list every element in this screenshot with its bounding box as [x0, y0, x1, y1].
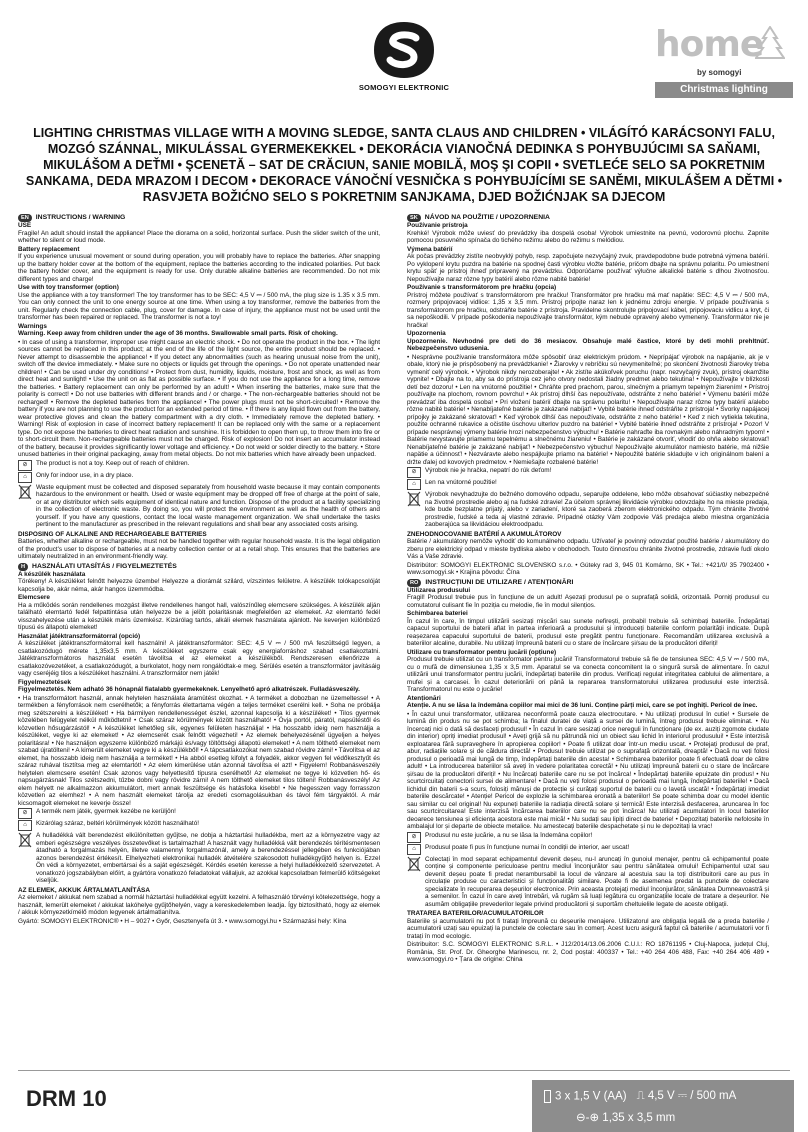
ro-p1: Fragil! Produsul trebuie pus în funcțiune de un adult! Așezați produsul pe o suprafață solidă, orizontală. Porniți produsul cu comutatorul culisant fie în poziția cu melodie, fie în modul silențios. — [407, 594, 769, 609]
ro-p2-h: Schimbarea bateriei — [407, 610, 468, 617]
not-toy-icon: ⊘ — [407, 467, 421, 478]
ro-weee: Colectați în mod separat echipamentul devenit deșeu, nu-l aruncați în gunoiul menajer, pentru că echipamentul poate conține și componente periculoase pentru mediul înconjurător sau pentru sănătatea omului! Echipamentul uzat sau devenit deșeu poate fi predat nerambursabil la locul de vânzare al acestuia sau la toți distribuitorii care au pus în circulație produse cu caracteristici și funcționalități similare. Poate fi de asemenea predat la punctele de colectare specializate în recuperarea deșeurilor electronice. Prin aceasta protejați mediul înconjurător, sănătatea Dumneavoastră și a semenilor. În cazul în care aveți întrebări, vă rugăm să luați legătura cu organizațiile locale de tratare a deșeurilor. Ne asumăm obligațiile prevederilor legale privind producătorii și suportăm cheltuielile legate de aceste obligații. — [425, 855, 769, 908]
left-column — [18, 212, 380, 926]
sk-icon1: Výrobok nie je hračka, nepatrí do rúk deťom! — [425, 467, 552, 474]
footer — [0, 1076, 808, 1132]
en-heading-text: INSTRUCTIONS / WARNING — [35, 214, 126, 222]
ro-p2: În cazul în care, în timpul utilizării sesizați mișcări sau sunete nefirești, probabil trebuie să schimbați bateriile. Îndepărtați capacul suportului de baterii aflat în partea inferioară a produsului și introduceți bateriile conform polarității indicate. După reașezarea capacului suportului de baterii, produsul este pregătit pentru funcționare. Recomandăm utilizarea exclusivă a bateriilor alcaline, durabile. Nu utilizați împreună baterii cu o stare de încărcare și/sau de la producători diferiți! — [407, 617, 769, 647]
hu-p1-h: A készülék használata — [18, 570, 86, 578]
ro-disp: Bateriile și acumulatorii nu pot fi tratați împreună cu deșeurile menajere. Utilizatorul are obligația legală de a preda bateriile / acumulatorii uzați sau epuizați la punctele de colectare sau în comerț. Acest lucru asigură faptul că bateriile / acumulatorii vor fi tratați în mod ecologic. — [407, 917, 769, 940]
ro-heading-text: INSTRUCȚIUNI DE UTILIZARE / ATENȚIONĂRI — [425, 578, 574, 586]
hu-p4-b: Figyelmeztetés. Nem adható 36 hónapnál fiatalabb gyermekeknek. Lenyelhető apró alkatrészek. Fulladásveszély. — [18, 686, 360, 693]
hu-p2-h: Elemcsere — [18, 594, 50, 601]
sk-p2-h: Výmena batérií — [407, 245, 453, 253]
sk-weee-row — [407, 491, 769, 530]
page-title: LIGHTING CHRISTMAS VILLAGE WITH A MOVING SLEDGE, SANTA CLAUS AND CHILDREN • VILÁGÍTÓ KARÁCSONYI FALU, MOZGÓ SZÁNNAL, MIKULÁSSAL GYERMEKEKKEL • DEKORÁCIA VIANOČNÁ DEDINKA S POHYBUJÚCIMI SA SAŇAMI, MIKULÁŠOM A DEŤMI • ŞCENETĂ – SAT DE CRĂCIUN, SANIE MOBILĂ, MOŞ ŞI COPII • SVETLEĆE SELO SA POKRETNIM SANKAMA, DEDA MRAZOM I DECOM • DEKORACE VÁNOČNÍ VESNIČKA S POHYBUJÍCÍMI SE SANĚMI, MIKULÁŠEM A DĚTMI • RASVJETA BOŽIĆNO SELO S POKRETNIM SANJKAMA, DJED BOŽIĆNJAK SA DJECOM — [25, 126, 783, 204]
sk-dist: Distribútor: SOMOGYI ELEKTRONIC SLOVENSKO s.r.o. • Gúteky rad 3, 945 01 Komárno, SK • Tel.: +421/0/ 35 7902400 • www.somogyi.sk • Krajina pôvodu: Čína — [407, 561, 769, 576]
crossed-bin-icon — [407, 491, 421, 507]
home-logo — [655, 24, 795, 108]
en-icon2: Only for indoor use, in a dry place. — [36, 471, 134, 479]
crossed-bin-icon — [18, 832, 32, 848]
indoor-icon: ⌂ — [18, 820, 32, 831]
en-icon-row-1 — [18, 460, 380, 471]
spec-plug: ⊖-⊕ 1,35 x 3,5 mm — [576, 1112, 676, 1124]
en-use-h: USE — [18, 222, 32, 229]
hu-disp-h: AZ ELEMEK, AKKUK ÁRTALMATLANÍTÁSA — [18, 886, 150, 894]
ro-icon2: Produsul poate fi pus în funcțiune numai în condiții de interior, aer uscat! — [425, 843, 630, 851]
hu-p1: Törékeny! A készüléket felnőtt helyezze üzembe! Helyezze a diorámát szilárd, vízszintes felületre. A készülék tolókapcsolóját kapcsolja be, akár néma, akár hangos üzemmódba. — [18, 578, 380, 593]
ro-p4-b: Atenție. A nu se lăsa la îndemâna copiilor mai mici de 36 luni. Conține părți mici, care se pot înghiți. Pericol de înec. — [407, 702, 758, 709]
en-batt-h: Battery replacement — [18, 245, 80, 253]
ro-icon-row-2 — [407, 844, 769, 855]
en-toy: Use the appliance with a toy transformer! The toy transformer has to be SEC: 4,5 V ⎓ / 500 mA, the plug size is 1.35 x 3.5 mm. You can only connect the unit to one energy source at one time. When using a toy transformer, remove the batteries from the unit. Regularly check the connection cable, plug, cover for damage. In case of injury, the appliance must not be used until the transformer has been repaired or replaced. The transformer is not a toy! — [18, 291, 380, 321]
battery-icon — [544, 1090, 551, 1103]
hu-disp: Az elemeket / akkukat nem szabad a normál háztartási hulladékkal együtt kezelni. A felhasználó törvényi kötelezettsége, hogy a használt, lemerült elemeket / akkukat lakóhelye gyűjtőhelyén, vagy a kereskedelemben leadja. Így biztosítható, hogy az elemek / akkuk környezetkímélő módon legyenek ártalmatlanítva. — [18, 894, 380, 916]
lang-badge: H — [18, 563, 28, 571]
hu-p4-h: Figyelmeztetések — [18, 678, 71, 686]
home-word: home — [655, 24, 764, 65]
ro-icon-row-1 — [407, 832, 769, 843]
ro-p3-h: Utilizare cu transformator pentru jucării (opțiune) — [407, 648, 557, 656]
sk-p1-h: Používanie prístroja — [407, 222, 468, 229]
en-heading — [18, 214, 380, 222]
crossed-bin-icon — [18, 484, 32, 500]
sk-heading — [407, 214, 769, 222]
en-weee: Waste equipment must be collected and disposed separately from household waste because it may contain components hazardous to the environment or health. Used or waste equipment may be dropped off free of charge at the point of sale, or at any distributor which sells equipment of identical nature and function. Dispose of the product at a facility specializing in the collection of electronic waste. By doing so, you will protect the environment as well as the health of others and yourself. If you have any questions, contact the local waste management organization. We shall undertake the tasks pertinent to the manufacturer as prescribed in the relevant regulations and shall bear any associated costs arising. — [36, 483, 380, 528]
hu-p3: A készüléket játéktranszformátorral kell használni! A játéktranszformátor: SEC: 4,5 V ⎓ / 500 mA feszültségű legyen, a csatlakozódugó mérete 1,35x3,5 mm. A készüléket egyszerre csak egy energiaforráshoz szabad csatlakoztatni. Játéktranszformátoros használat esetén távolítsa el az elemeket a készülékből. Rendszeresen ellenőrizze a csatlakozóvezetéket, a csatlakozódugót, a burkolatot, hogy nem rongálódtak-e meg. Sérülés esetén a transzformátor javításáig vagy cseréjéig tilos a készüléket használni. A transzformátor nem játék! — [18, 640, 380, 677]
en-weee-row — [18, 484, 380, 530]
en-icon1: The product is not a toy. Keep out of reach of children. — [36, 459, 190, 467]
en-toy-h: Use with toy transformer (option) — [18, 284, 119, 291]
ro-p4-h: Atenționări — [407, 694, 441, 702]
not-toy-icon: ⊘ — [18, 460, 32, 471]
ro-dist: Distribuitor: S.C. SOMOGYI ELEKTRONIC S.R.L. • J12/2014/13.06.2006 C.U.I.: RO 18761195 • Cluj-Napoca, județul Cluj, România, Str. Prof. Dr. Gheorghe Marinescu, nr. 2, Cod poștal: 400337 • Tel.: +40 264 406 488, Fax: +40 264 406 489 • www.somogyi.ro • Țara de origine: China — [407, 941, 769, 963]
hu-icon1: A termék nem játék, gyermek kezébe ne kerüljön! — [36, 808, 176, 815]
en-warn-h: Warnings — [18, 322, 47, 330]
transformer-icon: ⎍ — [636, 1090, 648, 1102]
spec-row-1 — [544, 1090, 736, 1103]
hu-heading — [18, 563, 380, 571]
sk-p3: Prístroj môžete používať s transformátorom pre hračku! Transformátor pre hračku má mať napätie: SEC: 4,5 V ⎓ / 500 mA, rozmery pripojovacej vidlice: 1,35 x 3,5 mm. Prístroj pripojte naraz len k jednému zdroju energie. V prípade používania s transformátorom pre hračku, odstráňte batérie z prístroja. Pravidelne skontrolujte pripojovací kábel, pripojovaciu vidlicu a kryt, či sa nepoškodili. V prípade poškodenia nepoužívajte transformátor, kým nebude opravený alebo vymenený. Transformátor nie je hračka! — [407, 291, 769, 329]
hu-icon-row-2 — [18, 820, 380, 831]
en-warn: • In case of using a transformer, improper use might cause an electric shock. • Do not operate the product in the box. • The light sources cannot be replaced in this product; at the end of the life of the light source, the entire product should be replaced. • Never attempt to disassemble the appliance! • If you detect any abnormalities (such as hearing unusual noise from the unit), switch off the device immediately. • Make sure no objects or liquids get through the openings. • Do not operate unattended near children! • Can be used under dry conditions! • Protect from dust, humidity, liquids, moisture, frost and shock, as well as from direct heat and sunlight! • Use the unit on as flat as possible surface. • If you do not use the appliance for a long time, remove the batteries. • Battery replacement can only be performed by an adult! • When inserting the batteries, make sure that the polarity is correct! • Do not use batteries with different brands and / or charge. • The non-rechargeable batteries should not be recharged! • Remove the depleted batteries from the appliance! • The power plugs must not be short-circuited! • Remove the battery if you are not planning to use the product for an extended period of time. • If there is any liquid flown out from the battery, wear protective gloves and clean the battery compartment with a dry cloth. • Immediately remove the depleted battery. • Warning! Risk of explosion in case of incorrect battery replacement! It can be replaced only with the same or a replacement type. Do not expose the batteries to direct heat radiation and sunshine. It is forbidden to open them up, to throw them into fire or to short-circuit them. Non-rechargeable batteries must not be charged. Risk of explosion! Do not insert an accumulator instead of the battery, because it provides significantly lower voltage and efficiency. • Do not weld or solder directly to the battery. • Store unused batteries in their original packaging, away from metal objects. Do not mix batteries which have already been unpacked. — [18, 338, 380, 458]
sk-disp-h: ZNEHODNOCOVANIE BATÉRIÍ A AKUMULÁTOROV — [407, 530, 562, 538]
en-disp: Batteries, whether alkaline or rechargeable, must not be handled together with regular household waste. It is the legal obligation of the product's user to dispose of batteries at a nearby collection center or at a retail shop. This ensures that the batteries are ultimately neutralized in an environment-friendly way. — [18, 538, 380, 560]
somogyi-logo-icon — [368, 20, 440, 80]
en-batt: If you experience unusual movement or sound during operation, you will probably have to replace the batteries. After snapping up the battery holder cover at the bottom of the equipment, replace the batteries according to the indicated polarities. Put back the battery holder cover, and the equipment is ready for use. Only durable alkaline batteries are recommended. Do not mix different types and charge! — [18, 253, 380, 283]
sk-icon-row-1 — [407, 467, 769, 478]
indoor-icon: ⌂ — [407, 844, 421, 855]
crossed-bin-icon — [407, 856, 421, 872]
spec-battery — [544, 1090, 627, 1103]
not-toy-icon: ⊘ — [18, 808, 32, 819]
home-bar: Christmas lighting — [655, 82, 793, 98]
header — [0, 0, 808, 112]
model-number: DRM 10 — [26, 1086, 107, 1111]
hu-p2: Ha a működés során rendellenes mozgást illetve rendellenes hangot hall, valószínűleg elemcsere szükséges. A készülék alján található elemtartó fedél felpattintása után helyezze be a jelölt polaritásnak megfelelően az elemeket. Az elemtartó fedél visszahelyezése után a készülék máris üzemkész. Kizárólag tartós, alkáli elemek használata ajánlott. Ne keverjen különböző típusú és állapotú elemeket! — [18, 601, 380, 631]
hu-weee-row — [18, 832, 380, 886]
home-by: by somogyi — [697, 68, 742, 77]
ro-p1-h: Utilizarea produsului — [407, 586, 471, 594]
hu-icon2: Kizárólag száraz, beltéri körülmények között használható! — [36, 820, 200, 827]
sk-disp: Batérie / akumulátory nemôže vyhodiť do komunálneho odpadu. Užívateľ je povinný odovzdať použité batérie / akumulátory do zberu pre elektrický odpad v mieste bydliska alebo v obchodoch. Touto činnosťou chránite životné prostredie, zdravie ľudí okolo Vás a Vaše zdravie. — [407, 538, 769, 560]
not-toy-icon: ⊘ — [407, 832, 421, 843]
sk-p1: Krehké! Výrobok môže uviesť do prevádzky iba dospelá osoba! Výrobok umiestnite na pevnú, vodorovnú plochu. Zapnite pomocou posuvného spínača do tichého režimu alebo do režimu s melódiou. — [407, 229, 769, 244]
footer-divider — [18, 1070, 790, 1071]
ro-p3: Produsul trebuie utilizat cu un transformator pentru jucării! Transformatorul trebuie să fie de tensiunea SEC: 4,5 V ⎓ / 500 mA, cu o mufă de dimensiunea 1,35 x 3,5 mm. Aparatul se va conecta concomitent la o singură sursă de alimentare. În cazul utilizării unui transformator pentru jucării, îndepărtați bateriile din produs. Verificați regulat integritatea cablului de alimentare, a mufei și a carcasei. În cazul deteriorării ori până la repararea transformatorului utilizarea produsului este interzisă. Transformatorul nu este o jucărie! — [407, 656, 769, 693]
ro-weee-row — [407, 856, 769, 910]
sk-p4: • Nesprávne používanie transformátora môže spôsobiť úraz elektrickým prúdom. • Neprípájať výrobok na napájanie, ak je v obale, ktorý nie je prispôsobený na prevádzkanie! • Žiarovky v rebríčku sú nevymeniteľné; po skončení životnosti žiarovky treba vymeniť celý výrobok. • Výrobok nikdy nerozoberajte! • Ak zistíte akúkoľvek poruchu (napr. nezvyčajný zvuk), prístroj okamžite vypnite! • Dbajte na to, aby sa do prístroja cez jeho otvory nedostali žiadny predmet alebo tekutina! • Nepoužívajte v blízkosti detí bez dozoru! • Len na vnútorné použitie! • Chráňte pred prachom, parou, slnečným a priamym tepelným žiarením! • Prístroj používajte na plochom, rovnom povrchu! • Ak prístroj dlhší čas nepoužívate, odstráňte z neho batérie! • Výmenu batérií môže prevádzať iba dospelá osoba! • Pri vložení batérií dbajte na správnu polaritu! • Nepoužívajte naraz rôzne typy batérií a/alebo rôzne nabité batérie! • Nenabíjateľné batérie je zakázané nabíjať! • Vybité batérie ihneď odstráňte z prístroja! • Svorky napájacej prípojky je zakázané skratovať! • Keď výrobok dlhší čas nepoužívate, odstráňte z neho batérie! • Keď z nich vytiekla tekutina, použite ochranné rukavice a očistite úschovu ulterlov puzdro na batérie! • Vybité batérie ihneď odstráňte z prístroja! • Pozor! V prípade nesprávnej výmeny batérie hrozí nebezpečenstvo výbuchu! • Batérie nahraďte iba rovnakým alebo náhradným typom! • Batérie nevystavujte priamemu tepelnému a slnečnému žiareniu! • Batérie je zakázané otvoriť, vhodiť do ohňa alebo skratovať! Nenabíjateľné batérie je zakázané nabíjať! • Nebezpečenstvo výbuchu! Nepoužívajte akumulátor namiesto batérie, má nižšie napätie a účinnosť! • Nezváravte alebo nespájkujte priamo na batérie! • Nepoužité batérie skladujte v ich originálnom balení a držte ďalej od kovových predmetov. • Nemiešajte rozbalené batérie! — [407, 353, 769, 466]
spec-batt-text: 3 x 1,5 V (AA) — [555, 1090, 627, 1103]
ro-heading — [407, 579, 769, 587]
indoor-icon: ⌂ — [407, 479, 421, 490]
hu-heading-text: HASZNÁLATI UTASÍTÁS / FIGYELMEZTETÉS — [32, 562, 177, 570]
lang-badge: EN — [18, 214, 32, 222]
spec-power-text: 4,5 V ⎓ / 500 mA — [647, 1090, 737, 1102]
brand-name: SOMOGYI ELEKTRONIC — [358, 83, 450, 92]
ro-icon1: Produsul nu este jucărie, a nu se lăsa la îndemâna copiilor! — [425, 831, 593, 839]
ro-p4: • În cazul unui transformator, utilizarea neconformă poate cauza electrocutare. • Nu utilizați produsul în cutie! • Sursele de lumină din produs nu se pot schimba; la finalul duratei de viață a sursei de lumină, întreg produsul trebuie eliminat. • Nu încercați nici o dată să desfaceți produsul! • În cazul în care sesizați orice nereguli în funcționare (de ex. auziți zgomote ciudate din interior) opriți imediat produsul! • Aveți grijă să nu pătrundă nici un obiect sau lichid în interiorul produsului! • Este interzisă exploatarea fără supraveghere în apropierea copiilor! • Poate fi utilizat doar într-un mediu uscat. • Protejați produsul de praf, abur, radiațiile solare și de căldura directă! • Produsul trebuie utilizat pe o suprafață orizontală, dreaptă! • Dacă nu veți folosi produsul o perioadă mai lungă de timp, îndepărtați bateriile din acesta! • Schimbarea bateriilor poate fi efectuată doar de către adult! • La introducerea bateriilor să aveți în vedere polaritatea corectă! • Nu utilizați împreună baterii cu o stare de încărcare și/sau de la producători diferiți! • Nu încărcați bateriile care nu se pot încărca! • Îndepărtați bateriile epuizate din produs! • Nu scurtcircuitați conectorii sursei de alimentare! • Dacă nu veți folosi produsul o perioadă mai lungă, îndepărtați bateriile! • Dacă lichidul din baterii s-a scurs, folosiți mănuși de protecție și curățați suportul de baterii cu o lavetă uscată! • Îndepărtați imediat bateriile descărcate! • Atenție! Pericol de explozie la schimbarea eronată a bateriilor! Se poate schimba doar cu model identic sau similar cu cel original! Nu expuneți bateriile la radiația directă solare și termică! Este interzisă desfacerea, aruncarea în foc sau scurtcircuitarea! Este interzisă încărcarea bateriilor care nu se pot încărca! Nu utilizați acumulatori în locul bateriilor deoarece tensiunea și eficiența acestora este mai mică! • Nu sudați sau lipiți direct de baterie! • Depozitați bateriile nefolosite în ambalajul lor și departe de obiecte metalice. Nu amestecați bateriile despachetate și nu le depozitați la vrac! — [407, 710, 769, 830]
spec-box — [532, 1080, 794, 1132]
ro-disp-h: TRATAREA BATERIILOR/ACUMULATORILOR — [407, 910, 544, 917]
lang-badge: RO — [407, 579, 421, 587]
sk-p4-h: Upozornenia — [407, 330, 446, 337]
en-warn-b: Warning. Keep away from children under the age of 36 months. Swallowable small parts. Risk of choking. — [18, 330, 338, 337]
sk-heading-text: NÁVOD NA POUŽITIE / UPOZORNENIA — [424, 214, 550, 222]
en-use: Fragile! An adult should install the appliance! Place the diorama on a solid, horizontal surface. Push the slider switch of the unit, whether to silent or loud mode. — [18, 229, 380, 244]
hu-weee: A hulladékká vált berendezést elkülönítetten gyűjtse, ne dobja a háztartási hulladékba, mert az a környezetre vagy az emberi egészségre veszélyes összetevőket is tartalmazhat! A használt vagy hulladékká vált berendezés térítésmentesen átadható a forgalmazás helyén, illetve valamennyi forgalmazónál, amely a berendezéssel jellegében és funkciójában azonos berendezést értékesít. Elhelyezheti elektronikai hulladék átvételére szakosodott hulladékgyűjtő helyen is. Ezzel Ön védi a környezetet, embertársai és a saját egészségét. Kérdés esetén keresse a helyi hulladékkezelő szervezetet. A vonatkozó jogszabályban előírt, a gyártóra vonatkozó feladatokat vállaljuk, az azokkal kapcsolatban felmerülő költségeket viseljük. — [36, 832, 380, 884]
en-disp-h: DISPOSING OF ALKALINE AND RECHARGEABLE BATTERIES — [18, 530, 207, 538]
sk-p3-h: Používanie s transformátorom pre hračku (opcia) — [407, 284, 557, 291]
indoor-icon: ⌂ — [18, 472, 32, 483]
sk-icon2: Len na vnútorné použitie! — [425, 479, 497, 486]
sk-weee: Výrobok nevyhadzujte do bežného domového odpadu, separujte oddelene, lebo môže obsahovať súčiastky nebezpečné na životné prostredie alebo aj na ľudské zdravie! Za účelom správnej likvidácie výrobku odovzdajte ho na mieste predaja, kde bude bezplatne prijatý, alebo v zariadení, ktoré sa zaoberá zberom elektronického odpadu. Tým chránite životné prostredie, ľudské a teda aj vlastné zdravie. Prípadné otázky Vám zodpovie Váš predajca alebo miestna organizácia zaoberajúca sa likvidáciou elektroodpadu. — [425, 491, 769, 528]
sk-p4-b: Upozornenie. Nevhodné pre deti do 36 mesiacov. Obsahuje malé častice, ktoré by deti mohli prehltnúť. Nebezpečenstvo udusenia. — [407, 337, 769, 352]
spec-power — [637, 1090, 737, 1103]
christmas-tree-icon — [755, 26, 785, 62]
lang-badge: SK — [407, 214, 421, 222]
hu-dist: Gyártó: SOMOGYI ELEKTRONIC® • H – 9027 • Győr, Gesztenyefa út 3. • www.somogyi.hu • Származási hely: Kína — [18, 917, 347, 925]
hu-p4: • Ha transzformátort használ, annak helytelen használata áramütést okozhat. • A terméket a dobozban ne üzemeltesse! • A termékben a fényforrások nem cserélhetők; a fényforrás élettartama végén a teljes terméket cserélni kell. • Soha ne próbálja meg szétszerelni a készüléket! • Ha bármilyen rendellenességet észlel, azonnal kapcsolja ki a készüléket! • Tilos gyermek közelében felügyelet nélkül működtetni! • Csak száraz körülmények között használható! • Óvja portól, páratól, napsütéstől és közvetlen hősugárzástól! • A készüléket lehetőleg sík, egyenes felületen használja! • Ha hosszabb ideig nem használja a készüléket, vegye ki az elemeket! • Az elemcserét csak felnőtt végezheti! • Az elemek behelyezésénél ügyeljen a helyes polaritásra! • Ne használjon egyszerre különböző márkájú és/vagy töltöttségi állapotú elemeket! • A nem tölthető elemeket nem szabad újratölteni! • A kimerült elemeket vegye ki a készülékből! • A tápcsatlakozókat nem szabad rövidre zárni! • Távolítsa el az elemet, ha hosszabb ideig nem használja a terméket! • Ha abból esetleg kifolyt a folyadék, akkor vegyen fel védőkesztyűt és száraz ruhával tisztítsa meg az elemtartót! • Az elem kimerülése után azonnal távolítsa el azt! • Figyelem! Robbanásveszély helytelen elemcsere esetén! Csak azonos vagy helyettesítő típusra cserélhető! Az elemeket ne tegye ki közvetlen hő- és napsugárzásnak! Tilos szétszedni, tűzbe dobni vagy rövidre zárni! A nem tölthető elemeket tilos tölteni! Robbanásveszély! Az elem helyett ne alkalmazzon akkumulátort, mert annak feszültsége és hatásfoka kisebb! • Ne hegesszen vagy forrasszon közvetlen az elemhez! • A nem használt elemeket tárolja az eredeti csomagolásukban és távol fém tárgyaktól. A már kicsomagolt elemeket ne keverje össze! — [18, 694, 380, 807]
sk-p2: Ak počas prevádzky zistíte neobvyklý pohyb, resp. započujete nezvyčajný zvuk, pravdepodobne bude potrebná výmena batérií. Po vyklopení krytu puzdra na batérie na spodnej časti výrobku vložte batérie, pričom dbajte na správnu polaritu. Po umiestnení krytu späť je prístroj ihneď pripravený na prevádzku. Odporúčame používať výlučne alkalické batérie s dlhou životnosťou. Nepoužívajte naraz rôzne typy batérií alebo rôzne nabité batérie! — [407, 253, 769, 283]
en-icon-row-2 — [18, 472, 380, 483]
hu-icon-row-1 — [18, 808, 380, 819]
sk-icon-row-2 — [407, 479, 769, 490]
right-column — [407, 212, 769, 965]
hu-p3-h: Használat játéktranszformátorral (opció) — [18, 632, 141, 640]
